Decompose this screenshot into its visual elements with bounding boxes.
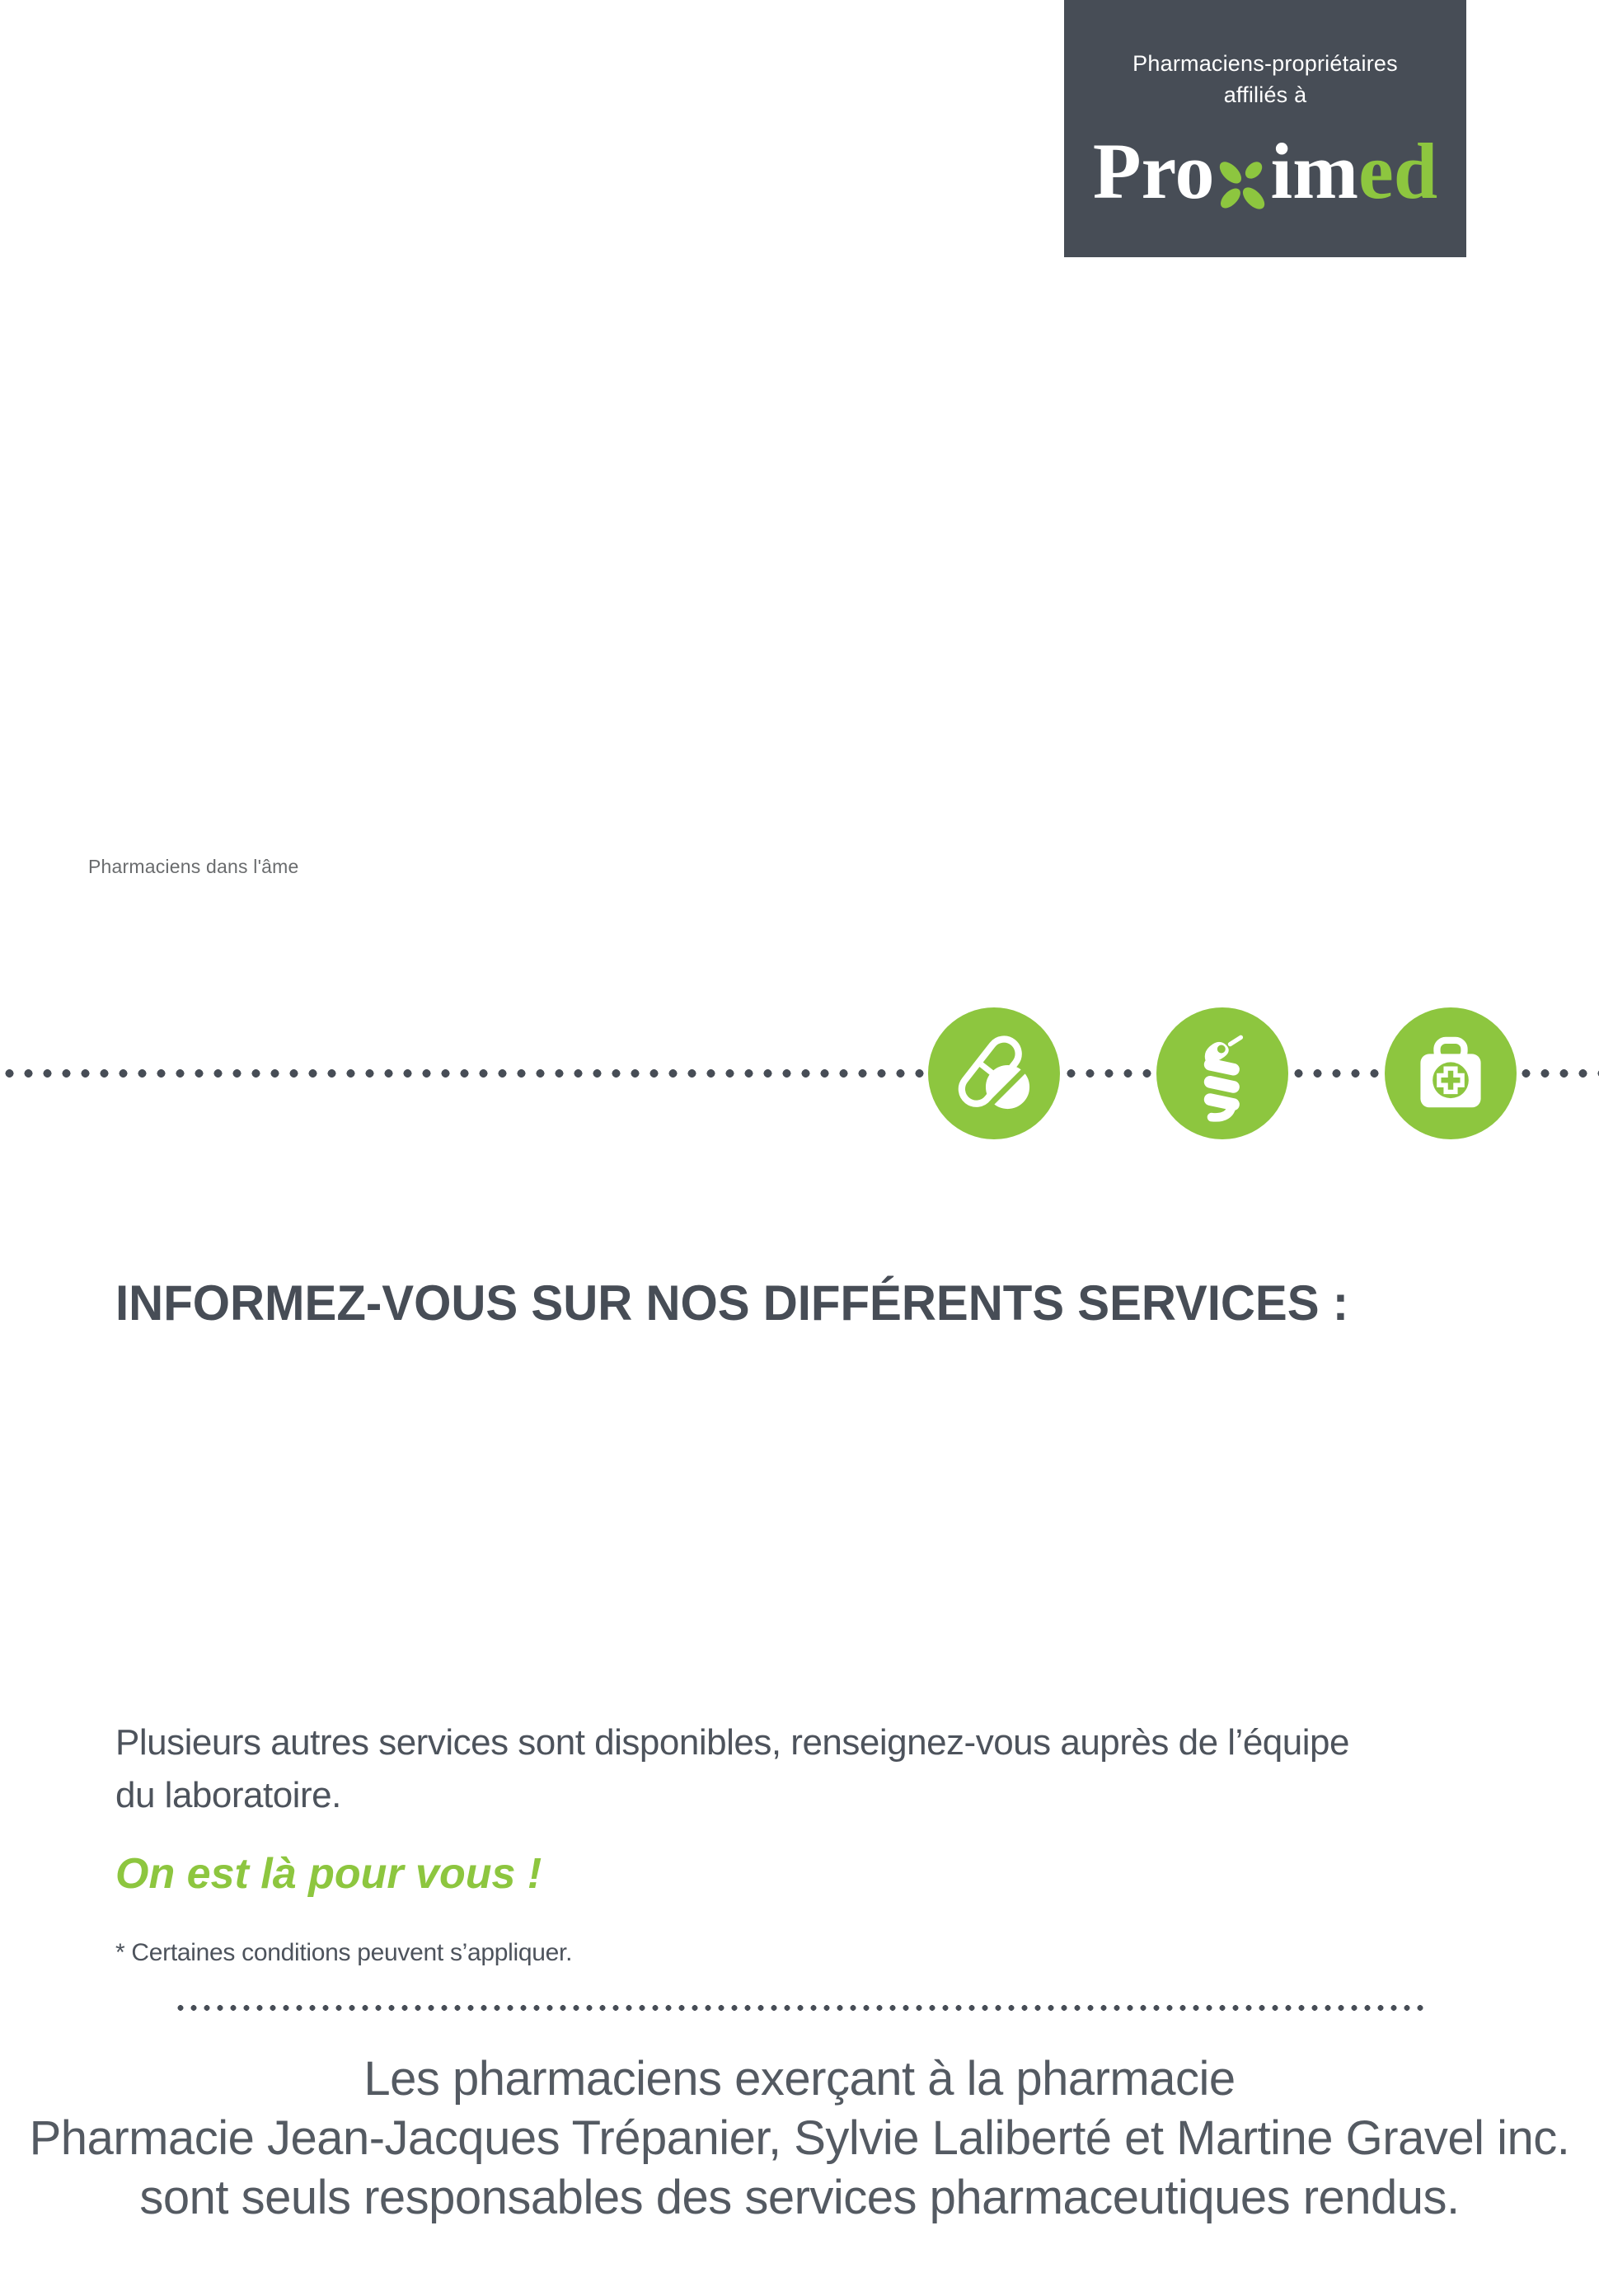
footer-line-3: sont seuls responsables des services pharmaceutiques rendus. [139, 2171, 1460, 2224]
footer-line-2: Pharmacie Jean-Jacques Trépanier, Sylvie Laliberté et Martine Gravel inc. [29, 2111, 1570, 2165]
dotted-divider-top [0, 1069, 1599, 1078]
proximed-logo [1092, 127, 1438, 215]
proximed-petal-x-icon [1212, 147, 1273, 219]
services-heading: INFORMEZ-VOUS SUR NOS DIFFÉRENTS SERVICES : [115, 1275, 1349, 1331]
first-aid-kit-icon [1402, 1025, 1499, 1122]
body-line-1: Plusieurs autres services sont disponibles, renseignez-vous auprès de l’équipe [115, 1722, 1349, 1763]
green-slogan: On est là pour vous ! [115, 1850, 542, 1898]
service-circle-asclepius [1156, 1007, 1288, 1139]
footer-line-1: Les pharmaciens exerçant à la pharmacie [363, 2052, 1236, 2106]
service-circle-first-aid [1385, 1007, 1517, 1139]
dotted-divider-bottom [174, 2005, 1428, 2011]
logo-text-ed: ed [1358, 127, 1438, 215]
logo-text-im: im [1270, 127, 1359, 215]
asclepius-snake-icon [1174, 1025, 1271, 1122]
body-paragraph [115, 1716, 1349, 1822]
logo-text-pro: Pro [1092, 127, 1215, 215]
service-circle-pill [928, 1007, 1060, 1139]
affiliate-line-2: affiliés à [1223, 82, 1307, 107]
conditions-note: * Certaines conditions peuvent s’appliquer. [115, 1939, 573, 1966]
footer-disclaimer [0, 2049, 1599, 2228]
affiliate-box [1064, 0, 1466, 257]
capsule-pill-icon [945, 1025, 1043, 1122]
affiliate-line-1: Pharmaciens-propriétaires [1132, 51, 1398, 76]
brand-tagline: Pharmaciens dans l'âme [88, 856, 299, 877]
body-line-2: du laboratoire. [115, 1775, 341, 1815]
